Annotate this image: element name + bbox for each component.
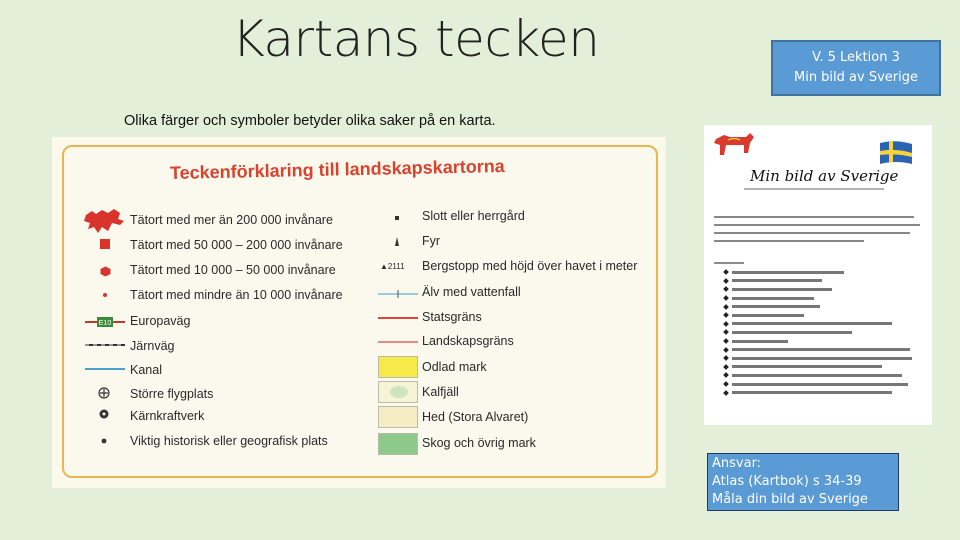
historic-place-icon [101,438,107,444]
legend-label-castle: Slott eller herrgård [422,209,525,223]
lesson-tag-box [771,40,941,96]
legend-label-state-border: Statsgräns [422,310,482,324]
page-title-underline [744,187,884,191]
forest-swatch-icon [378,433,418,455]
lighthouse-icon [393,237,401,247]
legend-label-airport: Större flygplats [130,387,214,401]
assignment-page-image [704,125,932,425]
list-item [724,320,924,329]
list-item [724,363,924,372]
legend-label-lighthouse: Fyr [422,234,441,248]
legend-label-historic: Viktig historisk eller geografisk plats [130,434,328,448]
legend-label-river: Älv med vattenfall [422,285,521,299]
list-item [724,311,924,320]
farmland-swatch-icon [378,356,418,378]
assignment-checklist [724,268,924,397]
railway-icon [85,342,125,348]
nuclear-plant-icon [99,409,109,419]
legend-label-railway: Järnväg [130,339,175,353]
slide-title: Kartans tecken [232,10,600,68]
responsibility-box [707,453,899,511]
dala-horse-icon [710,131,756,161]
legend-label-bare-mountain: Kalfjäll [422,385,459,399]
slide-subtitle: Olika färger och symboler betyder olika saker på en karta. [124,113,496,129]
lesson-tag-line-2: Min bild av Sverige [793,70,918,85]
bare-mountain-swatch-icon [378,381,418,403]
list-item [724,337,924,346]
list-item [724,354,924,363]
mountain-peak-icon: ▲2111 [380,262,405,271]
legend-frame [62,145,658,478]
legend-label-farmland: Odlad mark [422,360,487,374]
list-item [724,294,924,303]
list-item [724,268,924,277]
large-city-icon [82,207,128,235]
city-square-icon [99,238,111,250]
legend-label-canal: Kanal [130,363,162,377]
legend-label-heath: Hed (Stora Alvaret) [422,410,529,424]
legend-label-forest: Skog och övrig mark [422,436,536,450]
europe-road-badge: E10 [98,320,112,327]
responsibility-line-1: Ansvar: [712,456,762,471]
list-item [724,302,924,311]
heath-swatch-icon [378,406,418,428]
list-item [724,345,924,354]
assignment-page-title: Min bild av Sverige [750,167,899,185]
map-legend-image [52,137,666,488]
responsibility-line-2: Atlas (Kartbok) s 34-39 [712,474,862,489]
assignment-instructions-text [714,213,920,245]
province-border-icon [378,339,418,345]
castle-icon [394,215,400,221]
list-item [724,328,924,337]
legend-label-europe-road: Europaväg [130,314,191,328]
lesson-tag-line-1: V. 5 Lektion 3 [812,50,900,65]
legend-label-town: Tätort med 10 000 – 50 000 invånare [130,263,336,277]
legend-label-nuclear: Kärnkraftverk [130,409,205,423]
legend-label-mountain: Bergstopp med höjd över havet i meter [422,259,638,273]
bare-mountain-pattern [379,382,417,402]
list-item [724,388,924,397]
state-border-icon [378,315,418,321]
legend-label-province-border: Landskapsgräns [422,334,514,348]
small-town-dot-icon [102,292,108,298]
list-item [724,285,924,294]
airport-icon [98,387,110,399]
canal-icon [85,366,125,372]
list-item [724,371,924,380]
legend-label-small-town: Tätort med mindre än 10 000 invånare [130,288,343,302]
list-item [724,380,924,389]
checklist-heading [714,261,744,265]
europe-road-icon [85,316,125,328]
responsibility-line-3: Måla din bild av Sverige [712,492,868,507]
legend-label-large-city: Tätort med mer än 200 000 invånare [130,213,333,227]
town-hexagon-icon [100,266,111,277]
river-waterfall-icon [378,290,418,298]
swedish-flag-icon [878,139,914,169]
legend-title: Teckenförklaring till landskapskartorna [169,155,505,183]
list-item [724,277,924,286]
legend-label-city: Tätort med 50 000 – 200 000 invånare [130,238,343,252]
